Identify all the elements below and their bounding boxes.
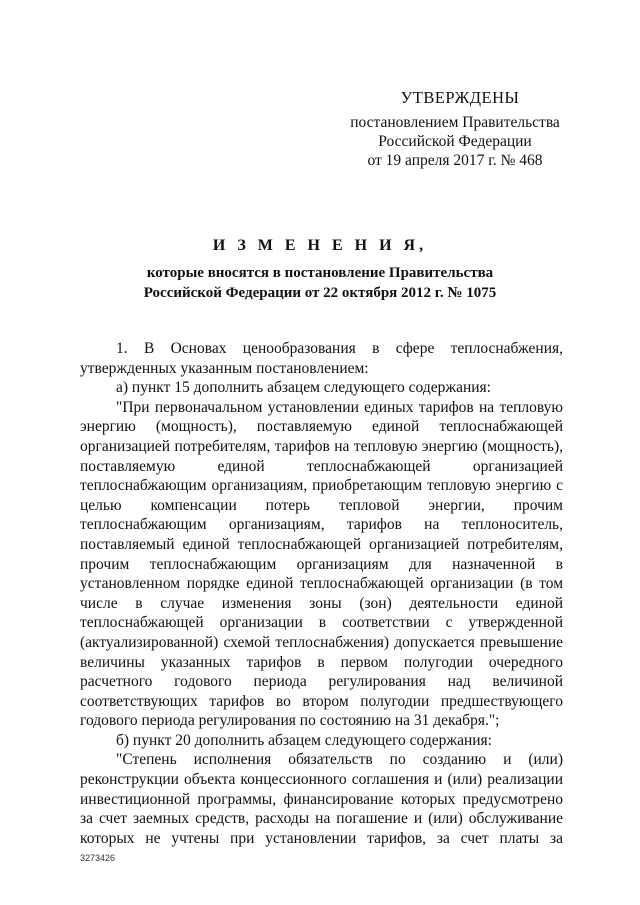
title-subtitle-line: Российской Федерации от 22 октября 2012 г. № 1075: [143, 285, 497, 301]
document-code: 3273426: [80, 853, 116, 863]
title-subtitle-line: которые вносятся в постановление Правительства: [146, 265, 494, 281]
document-body: [80, 339, 563, 848]
paragraph-quote-b: "Степень исполнения обязательств по созданию и (или) реконструкции объекта концессионного соглашения и (или) реализации инвестиционной программы, финансирование которых предусмотрено за счет заемных средств, расходы на погашение и (или) обслуживание которых не учтены при установлении тарифов, за счет платы за: [80, 751, 563, 847]
title-main: И З М Е Н Е Н И Я,: [212, 237, 428, 254]
paragraph-item-1: 1. В Основах ценообразования в сфере теплоснабжения, утвержденных указанным постановлением:: [80, 340, 563, 377]
paragraph-subitem-a: а) пункт 15 дополнить абзацем следующего содержания:: [116, 379, 491, 397]
approval-line: Российской Федерации: [378, 133, 532, 150]
approval-stamp: [345, 88, 565, 170]
approval-heading: УТВЕРЖДЕНЫ: [400, 88, 520, 107]
approval-date-line: от 19 апреля 2017 г. № 468: [367, 152, 543, 169]
approval-line: постановлением Правительства: [350, 114, 560, 131]
document-title: [60, 236, 580, 303]
paragraph-subitem-b: б) пункт 20 дополнить абзацем следующего содержания:: [116, 731, 492, 749]
paragraph-quote-a: "При первоначальном установлении единых тарифов на тепловую энергию (мощность), поставляемую единой теплоснабжающей организацией потребителям, тарифов на тепловую энергию (мощность), поставляемую единой теплоснабжающей организацией теплоснабжающим организациям, приобретающим тепловую энергию с целью компенсации потерь тепловой энергии, прочим теплоснабжающим организациям, тарифов на теплоноситель, поставляемый единой теплоснабжающей организацией потребителям, прочим теплоснабжающим организациям для назначенной в установленном порядке единой теплоснабжающей организации (в том числе в случае изменения зоны (зон) деятельности единой теплоснабжающей организации в соответствии с утвержденной (актуализированной) схемой теплоснабжения) допускается превышение величины указанных тарифов в первом полугодии очередного расчетного годового периода регулирования над величиной соответствующих тарифов во втором полугодии предшествующего годового периода регулирования по состоянию на 31 декабря.";: [80, 398, 563, 730]
